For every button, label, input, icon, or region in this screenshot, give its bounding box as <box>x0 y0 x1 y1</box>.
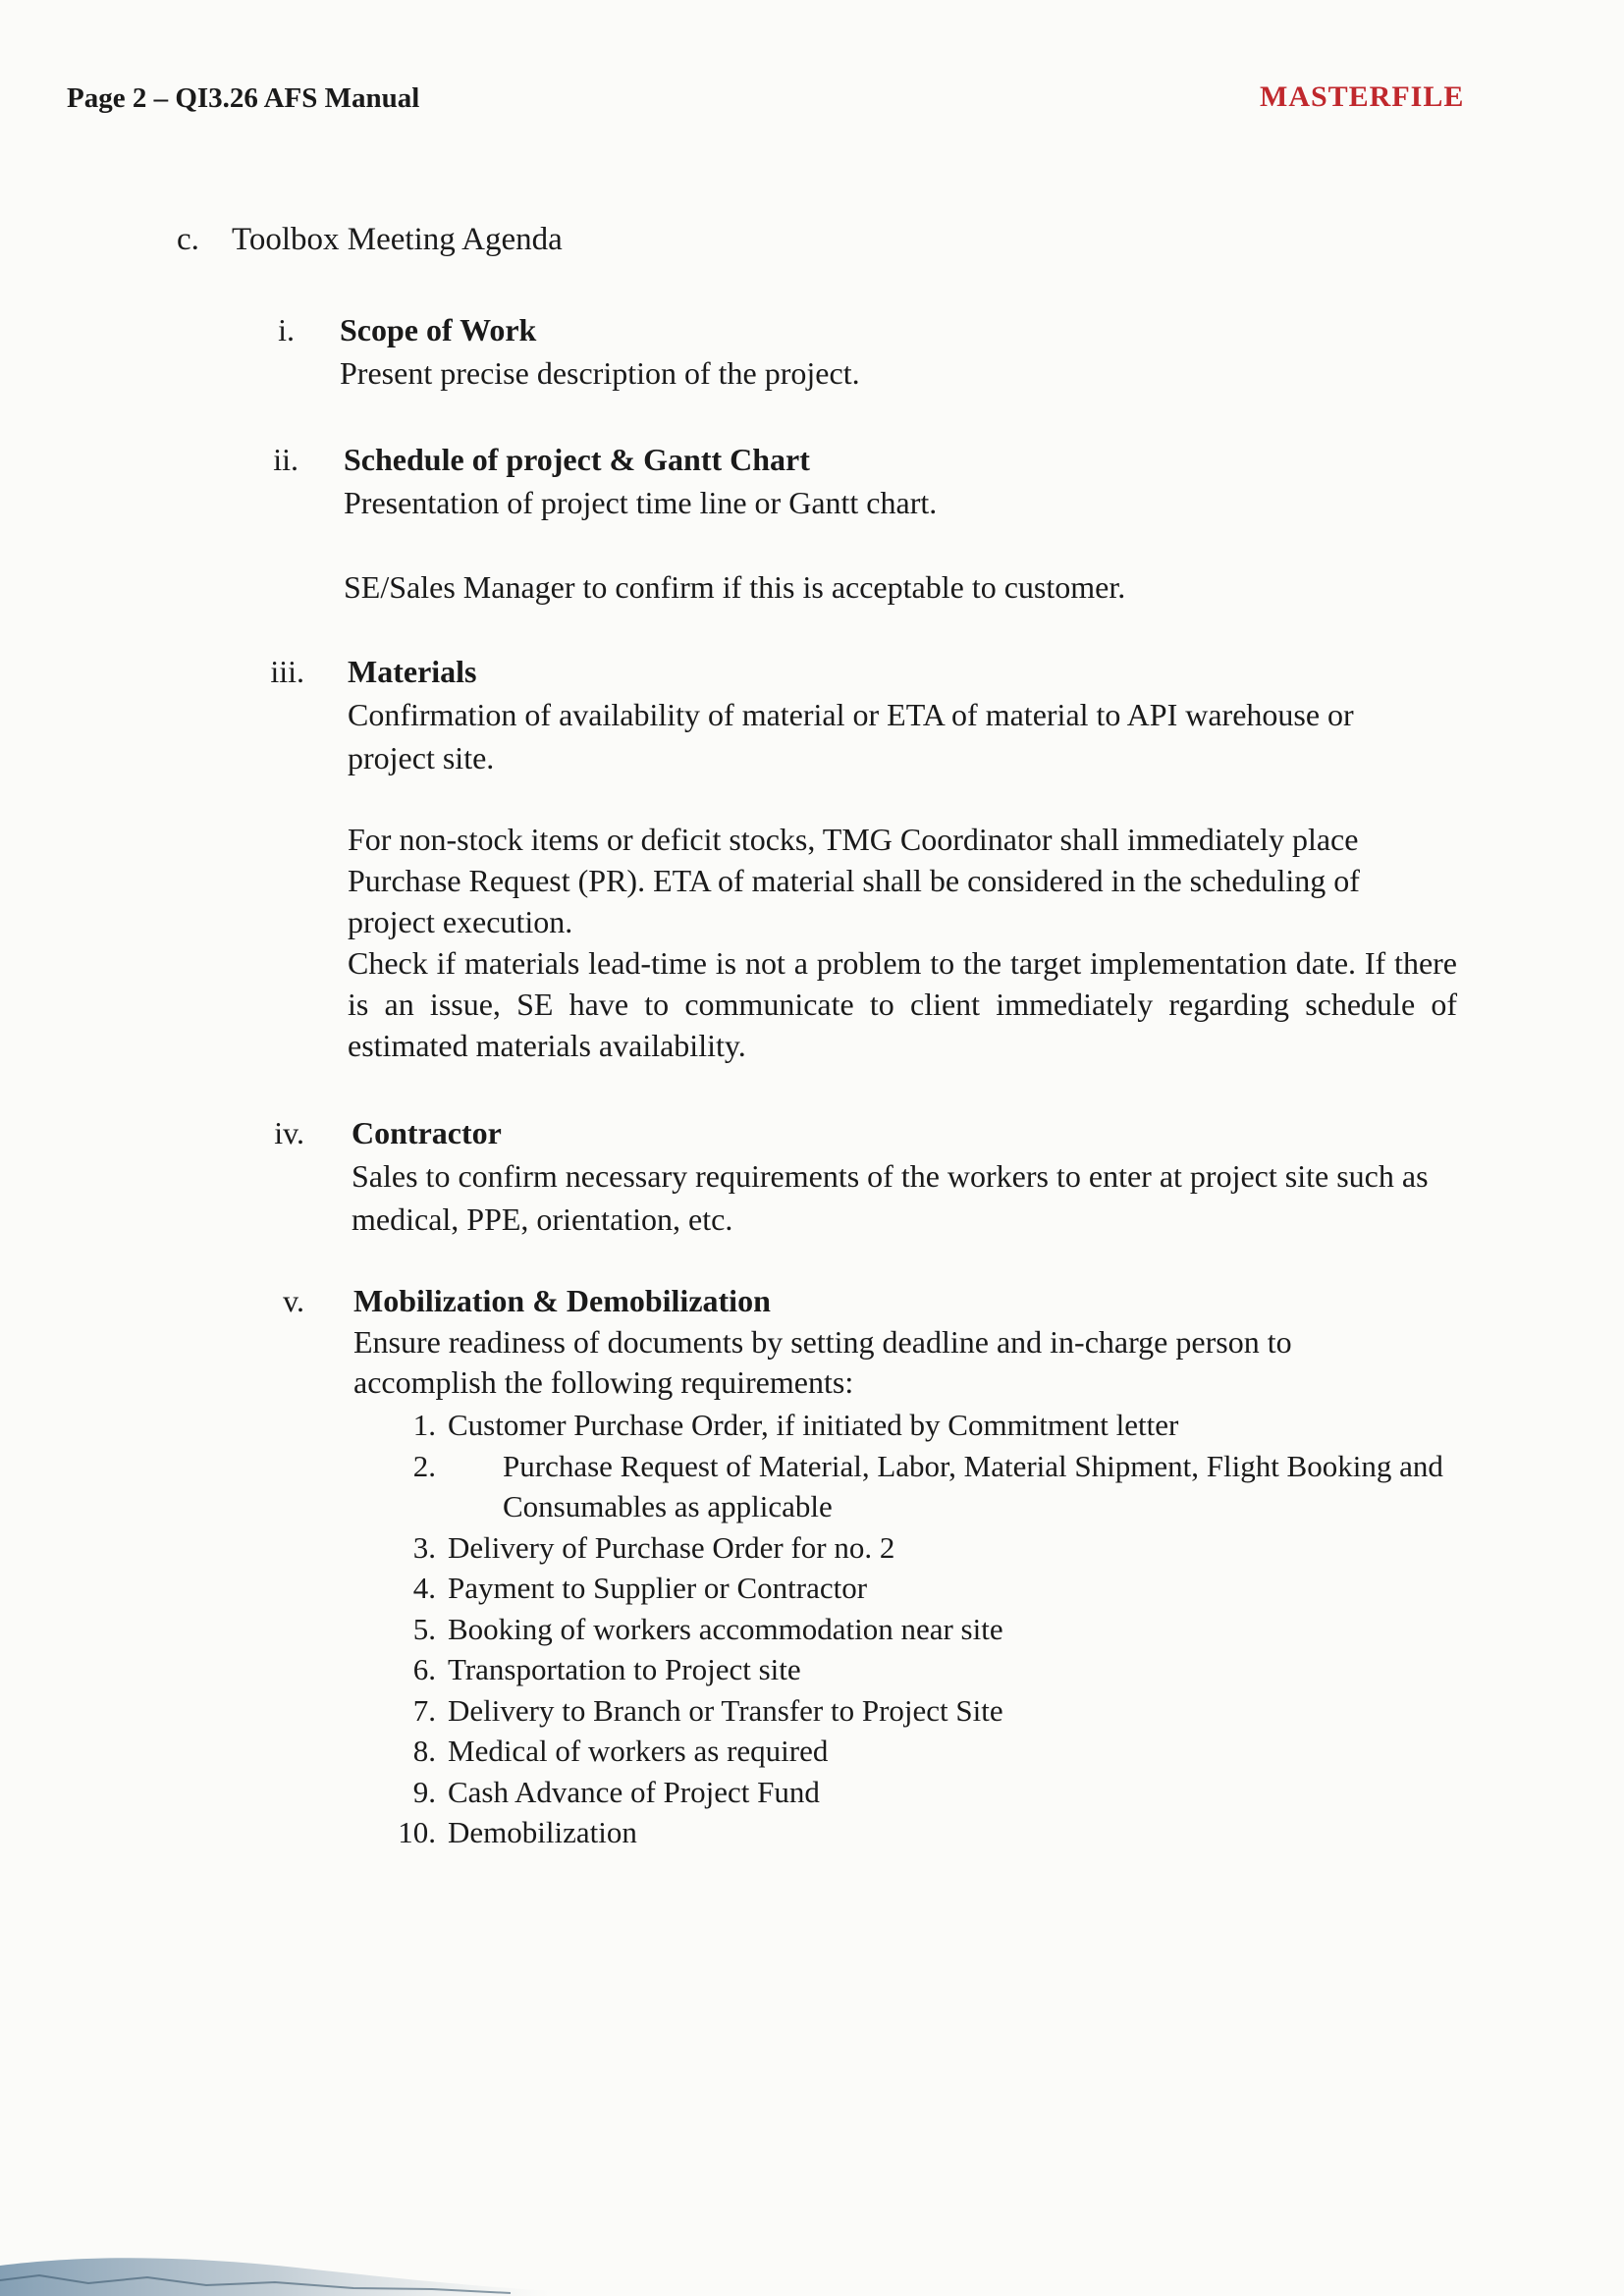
list-text: Demobilization <box>448 1815 637 1849</box>
item-paragraph: For non-stock items or deficit stocks, TMG Coordinator shall immediately place Purchase Request (PR). ETA of material shall be considered in the scheduling of project execution. <box>348 822 1360 939</box>
item-paragraph: Sales to confirm necessary requirements of the workers to enter at project site such as medical, PPE, orientation, etc. <box>352 1158 1429 1237</box>
page-header-label: Page 2 – QI3.26 AFS Manual <box>67 82 420 114</box>
list-text: Transportation to Project site <box>448 1652 801 1686</box>
list-item <box>393 1527 1473 1569</box>
list-number: 6. <box>412 1652 436 1686</box>
item-paragraph: Presentation of project time line or Gantt chart. <box>344 485 938 520</box>
item-title: Contractor <box>352 1115 502 1150</box>
list-number: 9. <box>412 1774 436 1809</box>
item-paragraph: Ensure readiness of documents by setting deadline and in-charge person to accomplish the following requirements: <box>353 1324 1292 1400</box>
list-text: Delivery to Branch or Transfer to Project Site <box>448 1692 1003 1728</box>
item-title: Schedule of project & Gantt Chart <box>344 442 810 477</box>
list-item <box>393 1731 1473 1772</box>
agenda-item-contractor <box>275 1111 1458 1241</box>
agenda-item-scope <box>275 308 1453 395</box>
item-paragraph: SE/Sales Manager to confirm if this is acceptable to customer. <box>344 569 1126 605</box>
list-item <box>393 1812 1473 1853</box>
item-number: v. <box>283 1283 304 1318</box>
item-number: iv. <box>274 1115 304 1150</box>
list-number: 5. <box>412 1611 436 1646</box>
item-title: Mobilization & Demobilization <box>353 1283 771 1318</box>
list-item <box>393 1568 1473 1609</box>
list-item <box>393 1405 1473 1446</box>
agenda-item-mobilization <box>275 1279 1458 1403</box>
requirements-list <box>393 1405 1473 1853</box>
item-paragraph: Check if materials lead-time is not a problem to the target implementation date. If there is an issue, SE have to communicate to client immediately regarding schedule of estimated materials availability. <box>348 945 1457 1063</box>
item-number: iii. <box>270 654 304 689</box>
masterfile-stamp: MASTERFILE <box>1260 80 1465 113</box>
list-number: 8. <box>412 1734 436 1768</box>
list-item <box>393 1446 1473 1527</box>
list-number: 7. <box>412 1692 436 1728</box>
list-text: Booking of workers accommodation near site <box>448 1611 1003 1646</box>
agenda-item-materials <box>270 650 1458 1066</box>
scan-artifact-graphic <box>0 2226 550 2296</box>
section-heading <box>177 222 563 258</box>
list-number: 10. <box>398 1815 436 1849</box>
list-text: Purchase Request of Material, Labor, Material Shipment, Flight Booking and Consumables as applicable <box>503 1448 1443 1523</box>
list-number: 2. <box>412 1448 436 1483</box>
list-text: Customer Purchase Order, if initiated by Commitment letter <box>448 1408 1179 1442</box>
list-text: Cash Advance of Project Fund <box>448 1774 820 1809</box>
list-item <box>393 1649 1473 1690</box>
agenda-item-schedule <box>275 438 1453 609</box>
list-number: 3. <box>412 1529 436 1565</box>
item-paragraph: Present precise description of the project. <box>340 355 860 391</box>
list-item <box>393 1609 1473 1650</box>
section-marker: c. <box>177 222 199 257</box>
list-number: 4. <box>412 1571 436 1605</box>
list-item <box>393 1690 1473 1732</box>
item-paragraph: Confirmation of availability of material or ETA of material to API warehouse or project site. <box>348 697 1354 775</box>
section-title: Toolbox Meeting Agenda <box>232 222 563 257</box>
item-title: Scope of Work <box>340 312 537 347</box>
list-text: Medical of workers as required <box>448 1734 829 1768</box>
item-number: ii. <box>273 442 298 477</box>
list-item <box>393 1772 1473 1813</box>
item-title: Materials <box>348 654 477 689</box>
list-number: 1. <box>412 1408 436 1442</box>
item-number: i. <box>278 312 295 347</box>
list-text: Payment to Supplier or Contractor <box>448 1571 868 1605</box>
list-text: Delivery of Purchase Order for no. 2 <box>448 1529 895 1565</box>
